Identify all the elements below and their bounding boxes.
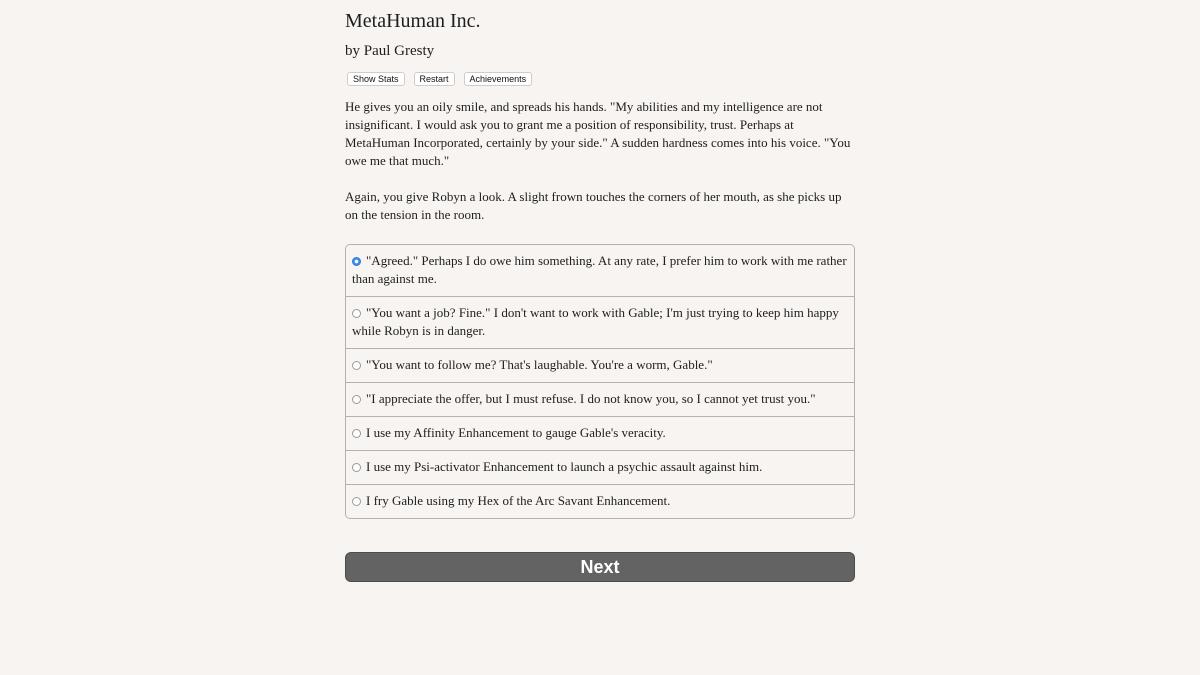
choice-label: "You want to follow me? That's laughable. You're a worm, Gable."	[366, 357, 713, 372]
choice-list	[345, 244, 855, 519]
choice-option[interactable]	[346, 484, 854, 518]
game-title: MetaHuman Inc.	[345, 10, 481, 32]
story-paragraph: Again, you give Robyn a look. A slight frown touches the corners of her mouth, as she picks up on the tension in the room.	[345, 189, 842, 222]
choice-label: I fry Gable using my Hex of the Arc Savant Enhancement.	[366, 493, 671, 508]
achievements-button[interactable]: Achievements	[464, 72, 533, 86]
radio-button[interactable]	[352, 361, 361, 370]
show-stats-button[interactable]: Show Stats	[347, 72, 405, 86]
story-paragraph: He gives you an oily smile, and spreads his hands. "My abilities and my intelligence are not insignificant. I would ask you to grant me a position of responsibility, trust. Perhaps at MetaHuman Incorporated, certainly by your side." A sudden hardness comes into his voice. "You owe me that much."	[345, 99, 851, 168]
radio-button[interactable]	[352, 257, 361, 266]
radio-button[interactable]	[352, 309, 361, 318]
next-button[interactable]: Next	[345, 552, 855, 582]
radio-button[interactable]	[352, 463, 361, 472]
choice-label: I use my Affinity Enhancement to gauge Gable's veracity.	[366, 425, 666, 440]
choice-option[interactable]	[346, 245, 854, 296]
choice-label: "You want a job? Fine." I don't want to work with Gable; I'm just trying to keep him happy while Robyn is in danger.	[352, 305, 839, 338]
choice-option[interactable]	[346, 382, 854, 416]
radio-button[interactable]	[352, 429, 361, 438]
game-author: by Paul Gresty	[345, 43, 435, 59]
choice-option[interactable]	[346, 296, 854, 348]
choice-option[interactable]	[346, 450, 854, 484]
story-text	[345, 98, 855, 242]
choice-option[interactable]	[346, 416, 854, 450]
choice-label: "Agreed." Perhaps I do owe him something. At any rate, I prefer him to work with me rather than against me.	[352, 253, 847, 286]
radio-button[interactable]	[352, 395, 361, 404]
choice-option[interactable]	[346, 348, 854, 382]
toolbar	[347, 72, 532, 86]
restart-button[interactable]: Restart	[414, 72, 455, 86]
radio-button[interactable]	[352, 497, 361, 506]
choice-label: "I appreciate the offer, but I must refuse. I do not know you, so I cannot yet trust you."	[366, 391, 816, 406]
choice-label: I use my Psi-activator Enhancement to launch a psychic assault against him.	[366, 459, 763, 474]
